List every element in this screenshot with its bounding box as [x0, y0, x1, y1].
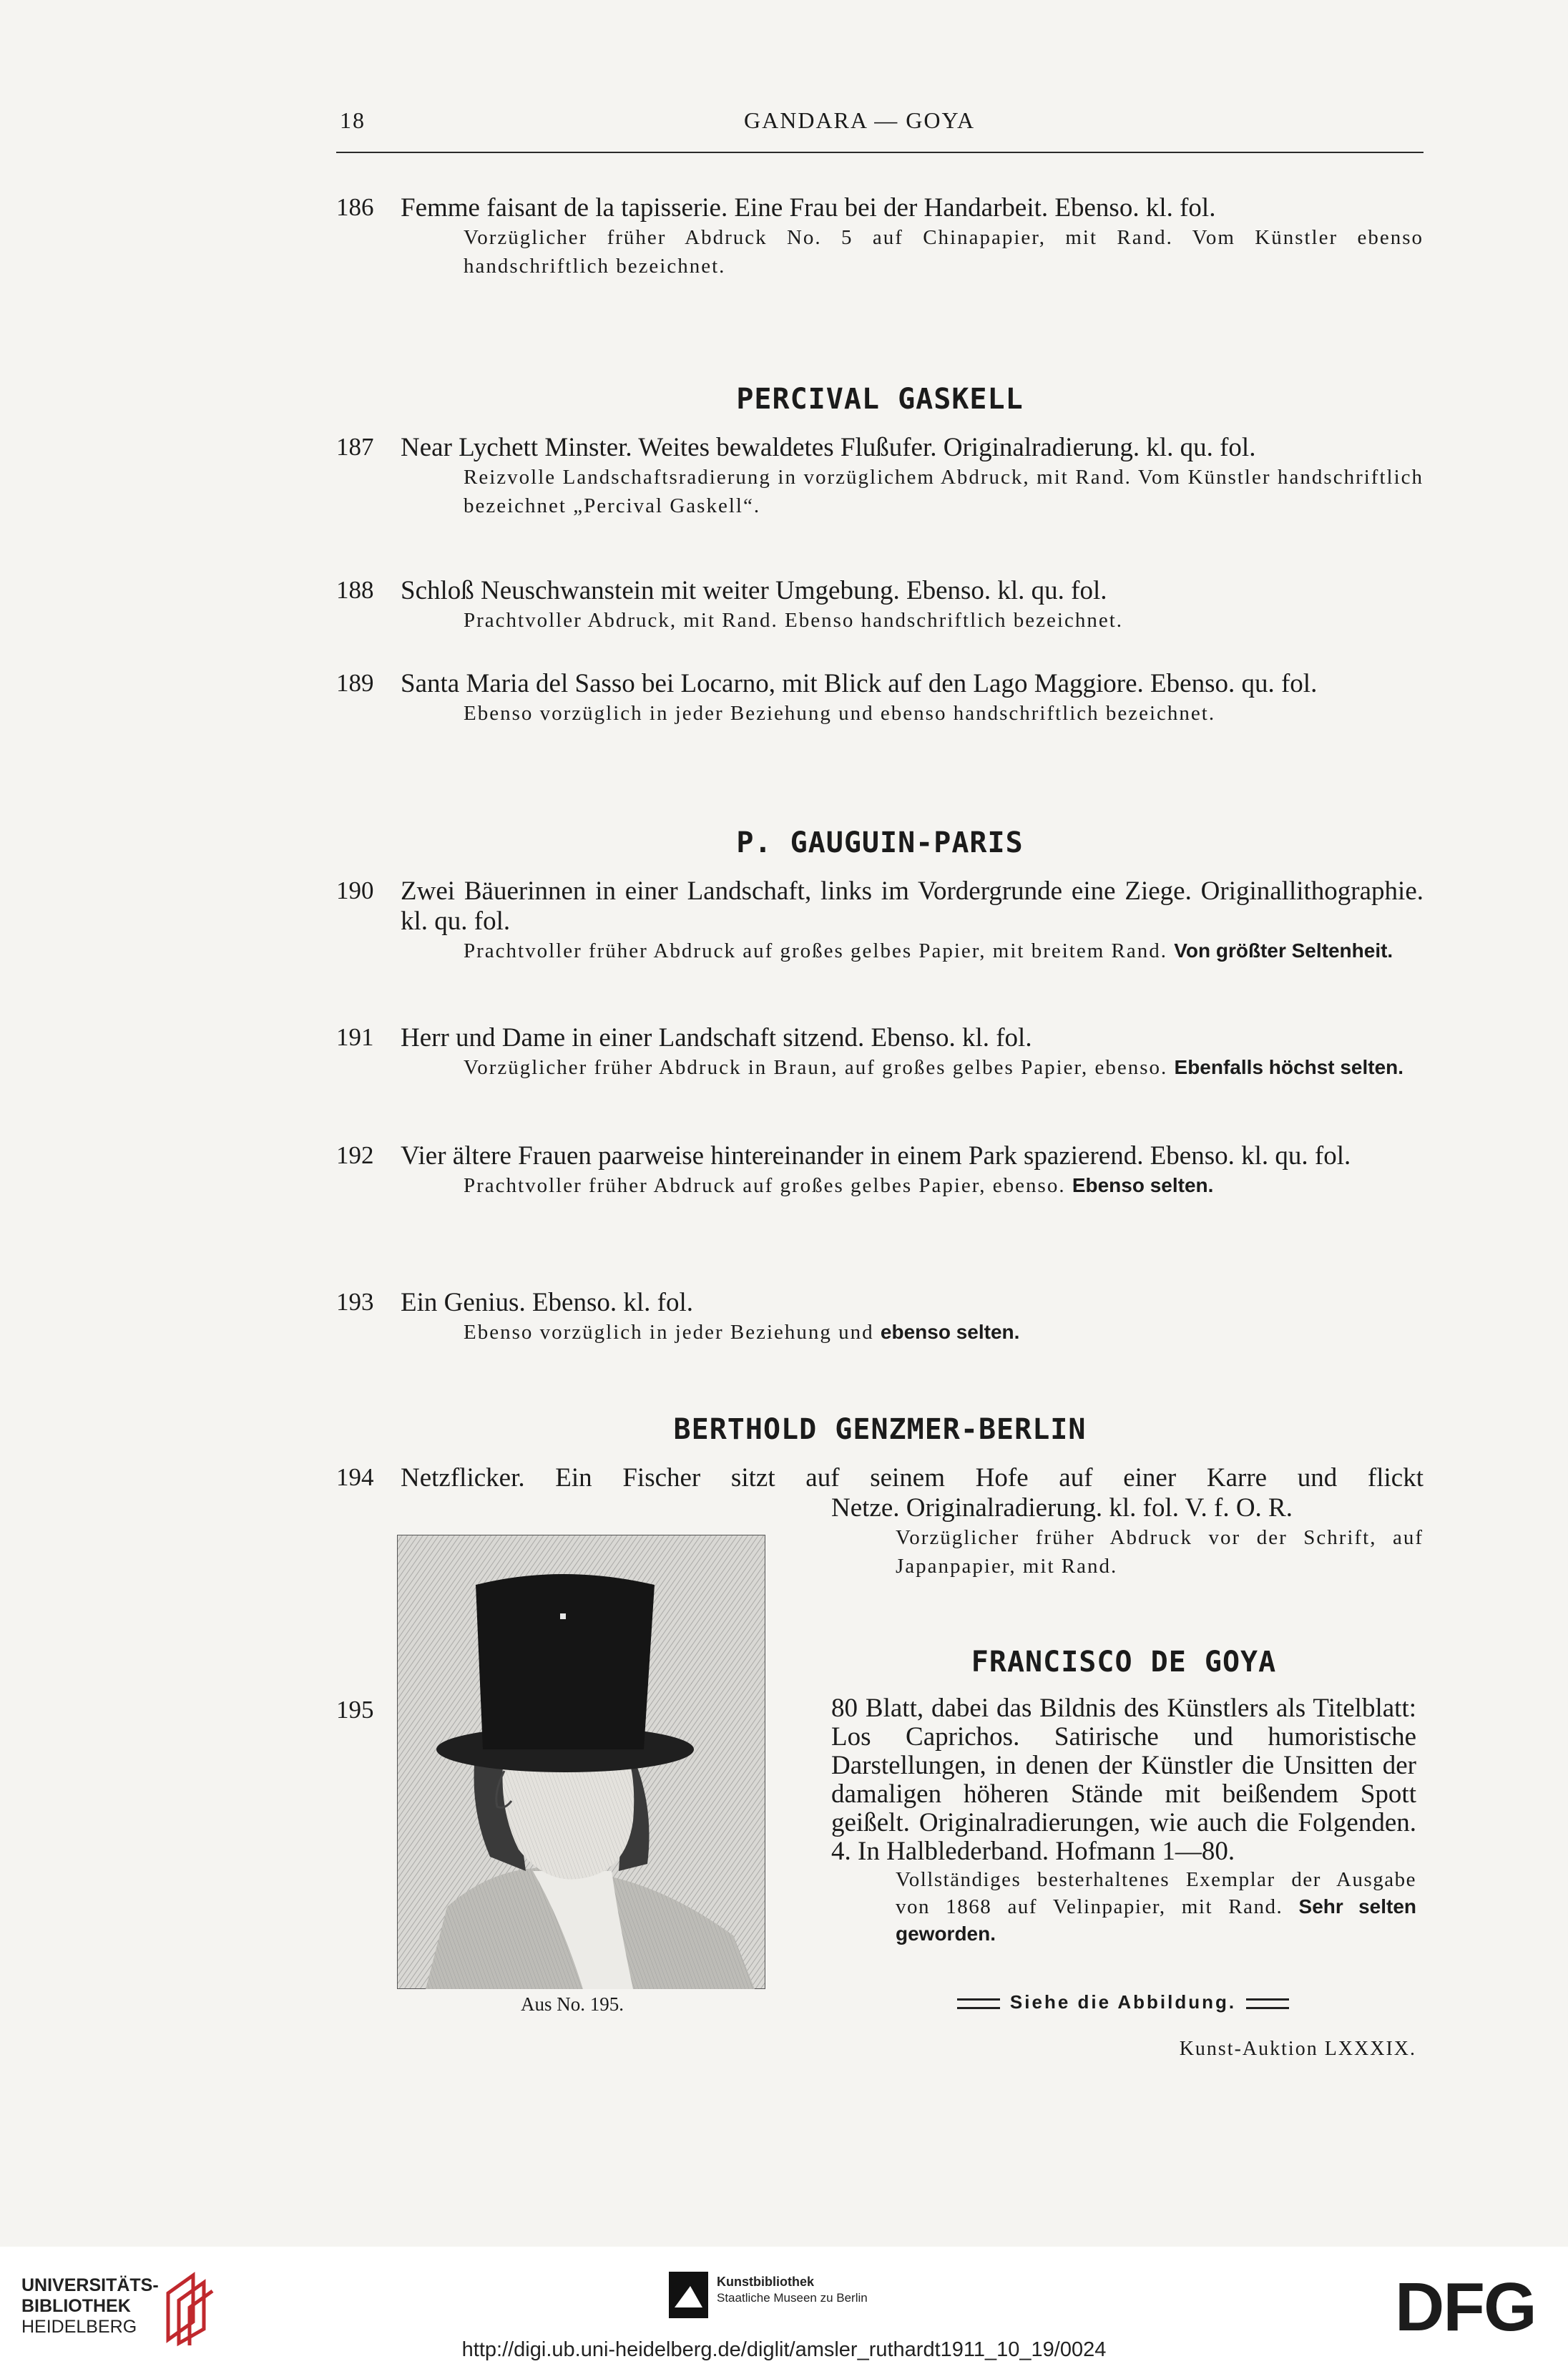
catalog-entry-191 [336, 1023, 1424, 1082]
artist-heading-gauguin: P. GAUGUIN-PARIS [736, 826, 1024, 859]
running-title: GANDARA — GOYA [744, 107, 976, 133]
entry-title: Femme faisant de la tapisserie. Eine Frau bei der Handarbeit. Ebenso. kl. fol. [401, 193, 1216, 223]
catalog-entry-186 [336, 193, 1424, 280]
entry-title-line1: Netzflicker. Ein Fischer sitzt auf seinem Hofe auf einer Karre und flickt [401, 1463, 1424, 1493]
double-rule [957, 1998, 1000, 2009]
entry-note: Vorzüglicher früher Abdruck in Braun, auf großes gelbes Papier, ebenso. Ebenfalls höchst selten. [464, 1056, 1404, 1079]
entry-note: Vorzüglicher früher Abdruck vor der Schrift, auf Japanpapier, mit Rand. [896, 1526, 1424, 1578]
entry-title: Schloß Neuschwanstein mit weiter Umgebung. Ebenso. kl. qu. fol. [401, 576, 1107, 605]
auction-footer: Kunst-Auktion LXXXIX. [1179, 2038, 1416, 2060]
catalog-entry-192 [336, 1141, 1424, 1200]
rarity-note: Ebenfalls höchst selten. [1174, 1056, 1404, 1078]
entry-note: Reizvolle Landschaftsradierung in vorzüglichem Abdruck, mit Rand. Vom Künstler handschriftlich bezeichnet „Percival Gaskell“. [464, 466, 1424, 517]
entry-title: Santa Maria del Sasso bei Locarno, mit Blick auf den Lago Maggiore. Ebenso. qu. fol. [401, 669, 1318, 698]
entry-number: 190 [336, 876, 374, 904]
entry-note: Vollständiges besterhaltenes Exemplar der Ausgabe von 1868 auf Velinpapier, mit Rand. Sehr selten geworden. [896, 1868, 1417, 1945]
entry-note: Ebenso vorzüglich in jeder Beziehung und ebenso handschriftlich bezeichnet. [464, 702, 1216, 725]
library-name[interactable]: UNIVERSITÄTS- BIBLIOTHEK HEIDELBERG [21, 2275, 159, 2337]
entry-title: Vier ältere Frauen paarweise hintereinander in einem Park spazierend. Ebenso. kl. qu. fol. [401, 1141, 1351, 1171]
artist-heading-genzmer: BERTHOLD GENZMER-BERLIN [673, 1413, 1087, 1446]
entry-number: 193 [336, 1288, 374, 1316]
entry-note: Prachtvoller Abdruck, mit Rand. Ebenso handschriftlich bezeichnet. [464, 609, 1124, 632]
see-figure-note: Siehe die Abbildung. [937, 1991, 1309, 2013]
entry-title-line2: Netze. Originalradierung. kl. fol. V. f. O. R. [831, 1493, 1293, 1523]
viewer-footer [0, 2247, 1568, 2364]
rarity-note: Von größter Seltenheit. [1174, 939, 1393, 962]
entry-note: Prachtvoller früher Abdruck auf großes gelbes Papier, mit breitem Rand. Von größter Seltenheit. [464, 939, 1393, 962]
entry-number-195: 195 [336, 1696, 374, 1724]
kunstbibliothek-logo-icon[interactable] [669, 2272, 708, 2318]
entry-title: Zwei Bäuerinnen in einer Landschaft, links im Vordergrunde eine Ziege. Originallithographie. kl. qu. fol. [401, 876, 1424, 936]
entry-number: 186 [336, 193, 374, 221]
entry-number: 192 [336, 1141, 374, 1169]
rarity-note: Ebenso selten. [1072, 1174, 1214, 1196]
catalog-entry-188 [336, 576, 1424, 635]
entry-title: Ein Genius. Ebenso. kl. fol. [401, 1288, 694, 1317]
catalog-entry-195 [831, 1694, 1416, 1948]
entry-title: Herr und Dame in einer Landschaft sitzend. Ebenso. kl. fol. [401, 1023, 1032, 1052]
entry-number: 187 [336, 433, 374, 461]
figure-caption: Aus No. 195. [521, 1993, 624, 2015]
catalog-entry-189 [336, 669, 1424, 728]
permalink-url[interactable]: http://digi.ub.uni-heidelberg.de/diglit/amsler_ruthardt1911_10_19/0024 [461, 2338, 1107, 2361]
entry-note: Ebenso vorzüglich in jeder Beziehung und ebenso selten. [464, 1321, 1020, 1344]
page-number: 18 [340, 107, 366, 133]
double-rule [1246, 1998, 1289, 2009]
catalog-entry-187 [336, 433, 1424, 520]
dfg-logo[interactable]: DFG [1395, 2269, 1536, 2345]
kunstbibliothek-name[interactable]: Kunstbibliothek Staatliche Museen zu Berlin [717, 2275, 868, 2305]
entry-number: 188 [336, 576, 374, 604]
entry-note: Vorzüglicher früher Abdruck No. 5 auf Chinapapier, mit Rand. Vom Künstler ebenso handschriftlich bezeichnet. [464, 226, 1424, 278]
entry-title: Near Lychett Minster. Weites bewaldetes Flußufer. Originalradierung. kl. qu. fol. [401, 433, 1256, 462]
entry-note: Prachtvoller früher Abdruck auf großes gelbes Papier, ebenso. Ebenso selten. [464, 1174, 1214, 1197]
entry-number: 189 [336, 669, 374, 697]
rarity-note: ebenso selten. [880, 1321, 1020, 1343]
entry-title: 80 Blatt, dabei das Bildnis des Künstlers als Titelblatt: Los Caprichos. Satirische und humoristische Darstellungen, in denen der Künstler die Unsitten der damaligen höheren Stände mit beißendem Spott geißelt. Originalradierungen, wie auch die Folgenden. 4. In Halblederband. Hofmann 1—80. [831, 1694, 1416, 1866]
catalog-entry-190 [336, 876, 1424, 965]
entry-number: 194 [336, 1463, 374, 1491]
entry-number: 191 [336, 1023, 374, 1051]
header-rule [336, 152, 1424, 153]
library-logo-icon[interactable] [161, 2268, 218, 2347]
artist-heading-gaskell: PERCIVAL GASKELL [736, 383, 1024, 416]
artist-heading-goya: FRANCISCO DE GOYA [971, 1646, 1277, 1679]
catalog-entry-193 [336, 1288, 1424, 1347]
goya-portrait-image [397, 1535, 765, 1989]
rarity-note: Sehr selten geworden. [896, 1895, 1417, 1945]
